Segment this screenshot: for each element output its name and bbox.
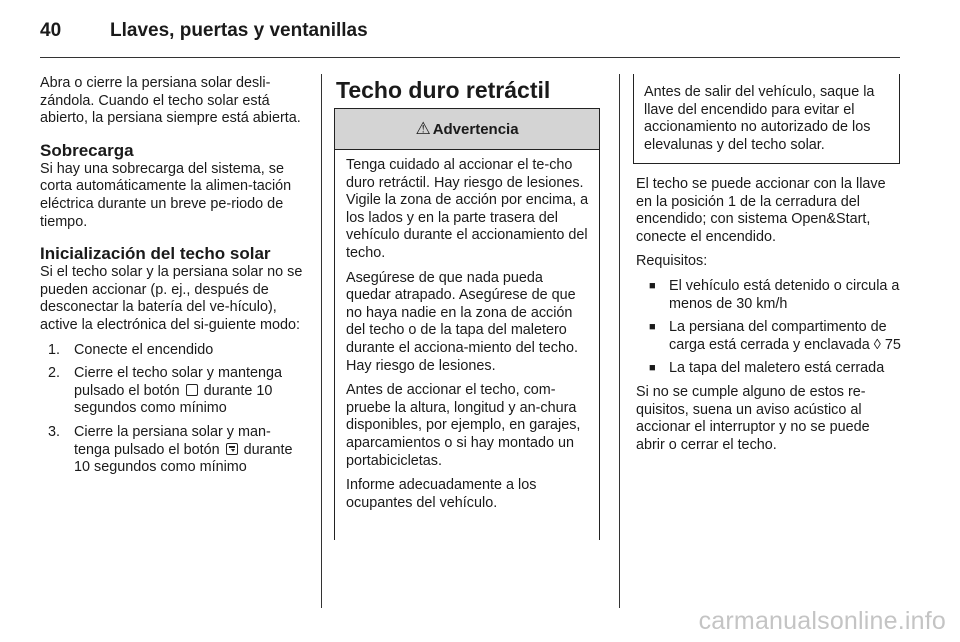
warning-header xyxy=(335,108,599,150)
operation-paragraph: El techo se puede accionar con la llave en la posición 1 de la cerradura del encendido; con sistema Open&Start, conecte el encendido. xyxy=(636,176,886,245)
warning-paragraph: Informe adecuadamente a los ocupantes del vehículo. xyxy=(346,477,537,511)
warning-paragraph: Asegúrese de que nada pueda quedar atrapado. Asegúrese de que no haya nadie en la zona de acción del techo o de la tapa del maletero durante el acciona-miento del techo. Hay riesgo de lesiones. xyxy=(346,269,578,374)
note-text: Antes de salir del vehículo, saque la llave del encendido para evitar el accionamiento no autorizado de los elevalunas y del techo solar. xyxy=(644,84,875,153)
requirements-label: Requisitos: xyxy=(636,253,708,270)
column-right xyxy=(636,176,901,461)
warning-icon: ⚠ xyxy=(415,119,431,138)
warning-title: Advertencia xyxy=(432,121,519,138)
init-steps xyxy=(40,342,306,477)
list-item: 2. Cierre el techo solar y mantenga pulsado el botón durante 10 segundos como mínimo xyxy=(48,365,282,417)
overload-heading: Sobrecarga xyxy=(40,140,134,160)
page-header xyxy=(40,14,900,50)
column-divider-right xyxy=(619,74,620,608)
watermark: carmanualsonline.info xyxy=(698,607,946,635)
list-item: 1. Conecte el encendido xyxy=(48,341,214,358)
column-middle xyxy=(336,76,604,104)
warning-body xyxy=(335,150,599,512)
list-item: ■ La persiana del compartimento de carga está cerrada y enclavada ◊ 75 xyxy=(649,319,901,353)
page-number: 40 xyxy=(40,20,62,41)
list-item: 3. Cierre la persiana solar y man-tenga pulsado el botón durante 10 segundos como mínimo xyxy=(48,423,293,476)
bullet-icon: ■ xyxy=(649,321,656,334)
warning-paragraph: Tenga cuidado al accionar el te-cho duro retráctil. Hay riesgo de lesiones. Vigile la zona de acción por encima, a los lados y en la parte trasera del vehículo durante el accionamiento del techo. xyxy=(346,157,589,261)
header-divider xyxy=(40,57,900,58)
init-heading: Inicialización del techo solar xyxy=(40,244,271,264)
sunroof-close-button-icon xyxy=(186,384,198,396)
bullet-icon: ■ xyxy=(649,279,656,292)
list-item: ■ El vehículo está detenido o circula a menos de 30 km/h xyxy=(649,277,900,312)
init-paragraph: Si el techo solar y la persiana solar no se pueden accionar (p. ej., después de desconectar la batería del ve-hículo), active la electrónica del si-guiente modo: xyxy=(40,264,303,333)
intro-paragraph: Abra o cierre la persiana solar desli-zándola. Cuando el techo solar está abierto, la persiana siempre está abierta. xyxy=(40,75,301,127)
section-heading: Techo duro retráctil xyxy=(336,77,551,103)
overload-paragraph: Si hay una sobrecarga del sistema, se corta automáticamente la alimen-tación eléctrica durante un breve pe-riodo de tiempo. xyxy=(40,160,292,230)
column-left xyxy=(40,75,306,483)
page-title: Llaves, puertas y ventanillas xyxy=(110,20,368,41)
warning-sound-paragraph: Si no se cumple alguno de estos re-quisitos, suena un aviso acústico al accionar el interruptor y no se puede abrir o cerrar el techo. xyxy=(636,383,870,453)
warning-paragraph: Antes de accionar el techo, com-pruebe la altura, longitud y an-chura disponibles, por ejemplo, en garajes, aparcamientos o si hay montado un portabicicletas. xyxy=(346,382,581,469)
requirements-list xyxy=(636,278,901,378)
list-item: ■ La tapa del maletero está cerrada xyxy=(649,360,885,377)
sunblind-close-button-icon xyxy=(226,443,238,455)
note-box xyxy=(633,74,900,164)
bullet-icon: ■ xyxy=(649,362,656,375)
column-divider-left xyxy=(321,74,322,608)
warning-box xyxy=(334,108,600,540)
